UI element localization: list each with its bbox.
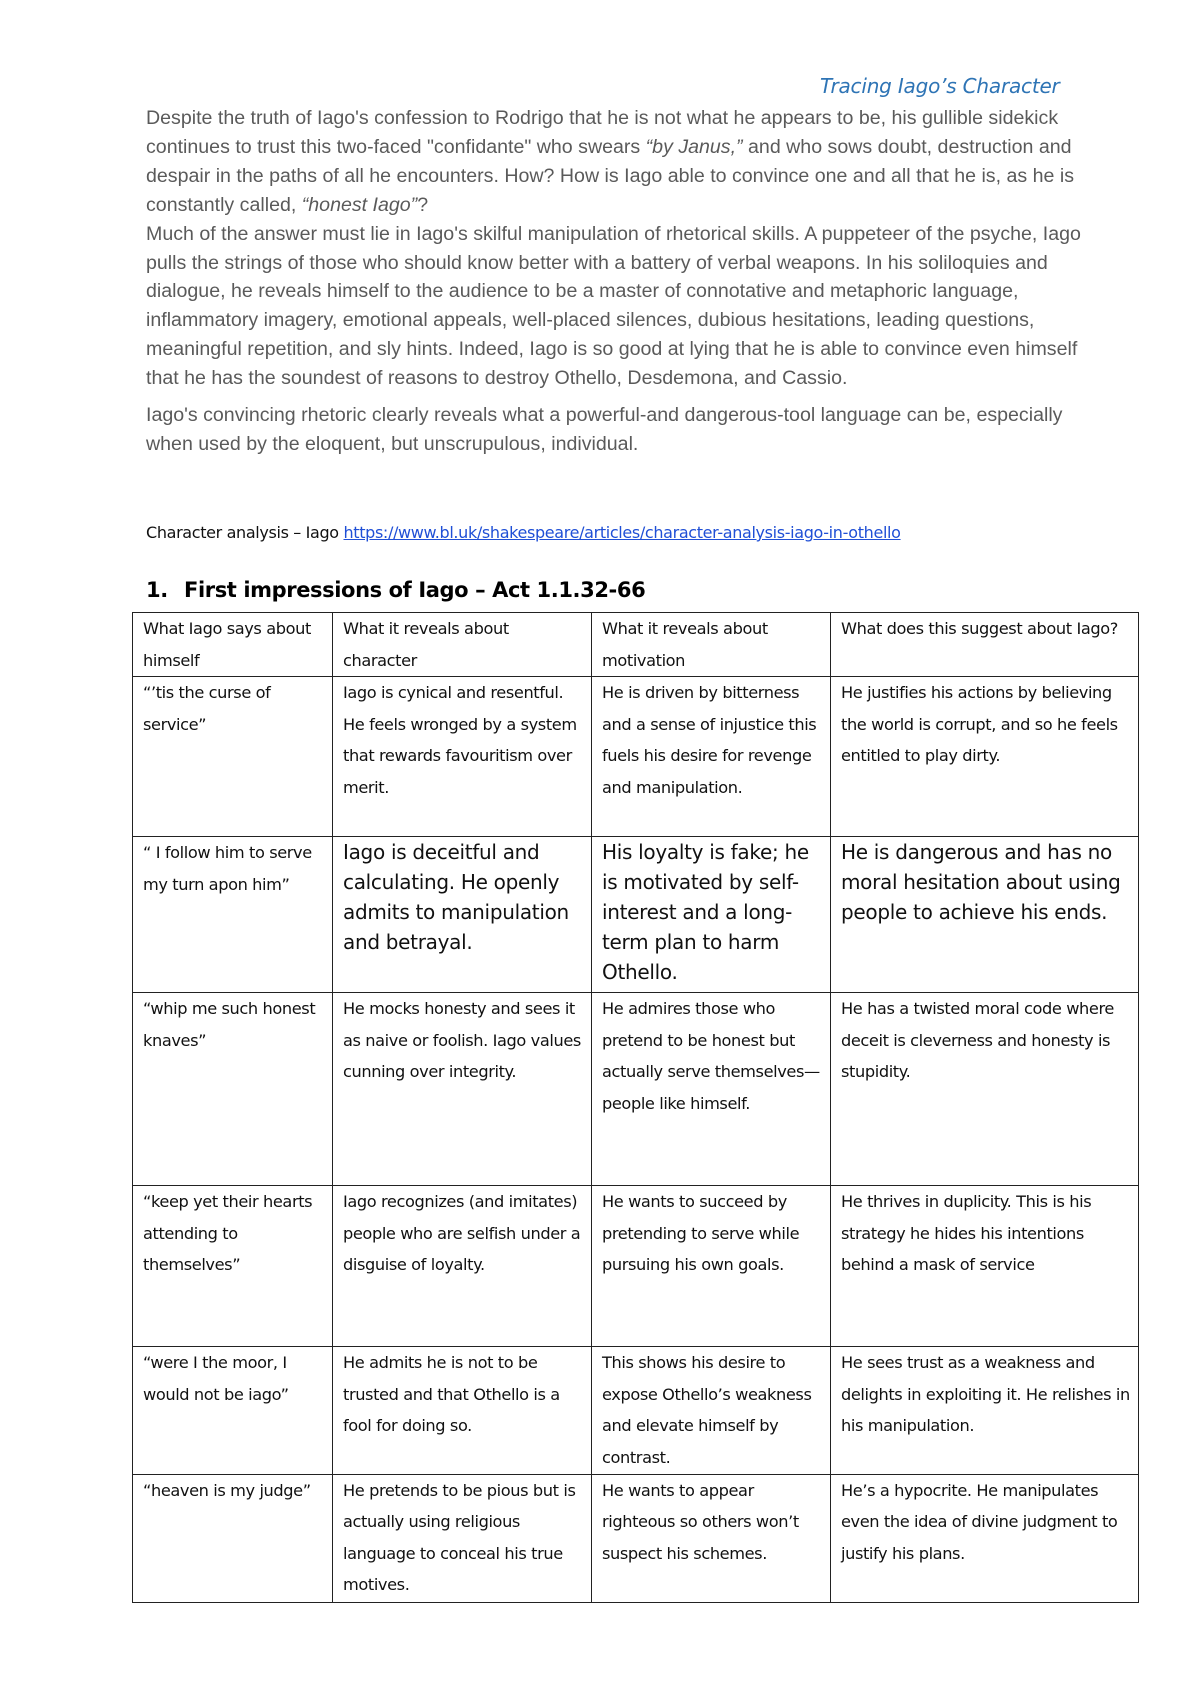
intro-p1-quote-janus: “by Janus,” [645,135,743,158]
header-cell-suggests: What does this suggest about Iago? [831,613,1139,677]
intro-p1-text-e: ? [417,193,429,216]
intro-paragraph-2: Much of the answer must lie in Iago's skilful manipulation of rhetorical skills. A puppeteer of the psyche, Iago pulls the strings of those who should know better with a battery of verbal weapons. In his soliloquies and dialogue, he reveals himself to the audience to be a master of connotative and metaphoric language, inflammatory imagery, emotional appeals, well-placed silences, dubious hesitations, leading questions, meaningful repetition, and sly hints. Indeed, Iago is so good at lying that he is able to convince even himself that he has the soundest of reasons to destroy Othello, Desdemona, and Cassio. [146,222,1081,390]
cell-motivation: He admires those who pretend to be honest but actually serve themselves—people like himself. [592,993,831,1186]
cell-says: “’tis the curse of service” [133,677,333,837]
cell-says: “keep yet their hearts attending to themselves” [133,1186,333,1347]
table-header-row [133,613,1139,677]
intro-p1-quote-honest: “honest Iago” [301,193,418,216]
cell-character: He admits he is not to be trusted and that Othello is a fool for doing so. [333,1347,592,1474]
intro-p1-text-a: Despite the truth of Iago's confession to Rodrigo that he is not what he appears to be, his gullible sidekick continues to trust this two-faced "confidante" who swears [146,107,1059,158]
table-row [133,1186,1139,1347]
section-title: First impressions of Iago – Act 1.1.32-66 [184,578,646,602]
document-title: Tracing Iago’s Character [820,74,1060,98]
reference-link[interactable]: https://www.bl.uk/shakespeare/articles/character-analysis-iago-in-othello [343,523,901,542]
intro-paragraph-1 [146,104,1086,220]
cell-motivation: This shows his desire to expose Othello’s weakness and elevate himself by contrast. [592,1347,831,1474]
intro-text [146,104,1086,459]
table-row [133,1347,1139,1474]
cell-suggests: He justifies his actions by believing the world is corrupt, and so he feels entitled to play dirty. [831,677,1139,837]
cell-motivation: He is driven by bitterness and a sense of injustice this fuels his desire for revenge and manipulation. [592,677,831,837]
table-row [133,993,1139,1186]
section-number: 1. [146,578,168,602]
cell-character: He pretends to be pious but is actually using religious language to conceal his true motives. [333,1474,592,1602]
cell-suggests: He thrives in duplicity. This is his strategy he hides his intentions behind a mask of service [831,1186,1139,1347]
cell-suggests: He sees trust as a weakness and delights in exploiting it. He relishes in his manipulation. [831,1347,1139,1474]
cell-motivation: He wants to appear righteous so others won’t suspect his schemes. [592,1474,831,1602]
cell-suggests: He is dangerous and has no moral hesitation about using people to achieve his ends. [831,837,1139,993]
cell-character: Iago recognizes (and imitates) people who are selfish under a disguise of loyalty. [333,1186,592,1347]
reference-line [146,523,1086,542]
cell-suggests: He’s a hypocrite. He manipulates even the idea of divine judgment to justify his plans. [831,1474,1139,1602]
reference-label: Character analysis – Iago [146,523,344,542]
cell-motivation: He wants to succeed by pretending to serve while pursuing his own goals. [592,1186,831,1347]
intro-p1-text-c: and who sows doubt, destruction and despair in the paths of all he encounters. How? How is Iago able to convince one and all that he is, as he is constantly called, [146,135,1075,216]
cell-character: He mocks honesty and sees it as naive or foolish. Iago values cunning over integrity. [333,993,592,1186]
table-row [133,677,1139,837]
cell-says: “whip me such honest knaves” [133,993,333,1186]
intro-paragraph-3: Iago's convincing rhetoric clearly reveals what a powerful-and dangerous-tool language can be, especially when used by the eloquent, but unscrupulous, individual. [146,404,1063,455]
cell-character: Iago is cynical and resentful. He feels wronged by a system that rewards favouritism over merit. [333,677,592,837]
cell-says: “were I the moor, I would not be iago” [133,1347,333,1474]
section-heading [146,578,1046,602]
cell-says: “ I follow him to serve my turn apon him” [133,837,333,993]
cell-suggests: He has a twisted moral code where deceit is cleverness and honesty is stupidity. [831,993,1139,1186]
analysis-table [132,612,1139,1603]
cell-says: “heaven is my judge” [133,1474,333,1602]
table-row [133,837,1139,993]
table-row [133,1474,1139,1602]
cell-motivation: His loyalty is fake; he is motivated by self-interest and a long-term plan to harm Othello. [592,837,831,993]
cell-character: Iago is deceitful and calculating. He openly admits to manipulation and betrayal. [333,837,592,993]
header-cell-character: What it reveals about character [333,613,592,677]
header-cell-says: What Iago says about himself [133,613,333,677]
header-cell-motivation: What it reveals about motivation [592,613,831,677]
